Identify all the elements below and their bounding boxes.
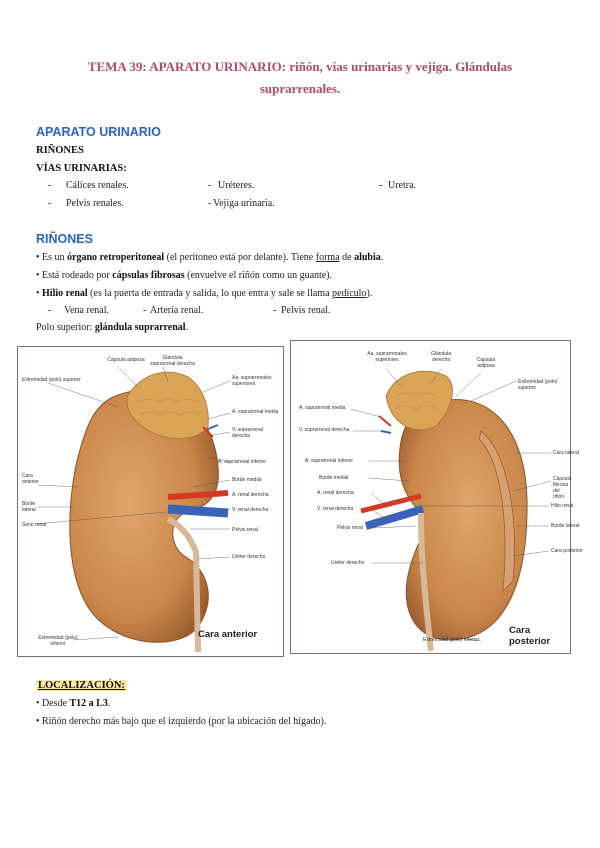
label-glandula: Glándula derecha xyxy=(430,351,451,363)
figure-kidney-posterior xyxy=(290,340,583,654)
list-item-dash: - xyxy=(208,180,212,191)
label-polo-superior: Extremidad (polo) superior xyxy=(518,379,558,391)
bullet-retroperitoneal: • Es un órgano retroperitoneal (el peritoneo está por delante). Tiene forma de alubia. xyxy=(36,252,384,263)
label-borde-lateral: Borde lateral xyxy=(551,523,580,529)
label-a-suprarrenal-inferior: A. suprarrenal inferior xyxy=(218,459,267,465)
list-item-vena-renal: Vena renal. xyxy=(64,305,109,316)
label-pelvis-renal: Pelvis renal xyxy=(337,525,363,531)
label-seno-renal: Seno renal xyxy=(22,522,47,528)
figure-kidney-anterior xyxy=(17,346,284,657)
page-title xyxy=(40,56,560,100)
caption-cara-posterior: Cara posterior xyxy=(509,625,551,647)
bullet-capsulas: • Está rodeado por cápsulas fibrosas (envuelve el riñón como un guante). xyxy=(36,270,333,281)
heading-aparato-urinario: APARATO URINARIO xyxy=(36,125,161,139)
list-item-dash: - xyxy=(208,198,212,209)
label-polo-inferior: Extremidad (polo) inferior xyxy=(423,637,480,643)
label-capsula-adiposa: Cápsula adiposa xyxy=(107,357,145,363)
list-item-dash: - xyxy=(143,305,147,316)
list-item-dash: - xyxy=(379,180,383,191)
label-aa-suprarrenales: Aa. suprarrenales superiores xyxy=(232,375,272,387)
title-line-2: suprarrenales. xyxy=(259,81,341,96)
label-polo-superior: Extremidad (polo) superior xyxy=(22,377,81,383)
list-item-vejiga: Vejiga urinaria. xyxy=(213,198,275,209)
label-cara-posterior: Cara posterior xyxy=(551,548,583,554)
subheading-vias-urinarias: VÍAS URINARIAS: xyxy=(36,163,127,174)
label-hilio-renal: Hilio renal xyxy=(551,503,574,509)
list-item-dash: - xyxy=(48,198,52,209)
kidney-anterior-illustration xyxy=(18,347,283,656)
heading-rinones: RIÑONES xyxy=(36,232,93,246)
bullet-hilio: • Hilio renal (es la puerta de entrada y salida, lo que entra y sale se llama pedículo). xyxy=(36,288,373,299)
label-borde-medial: Borde medial xyxy=(232,477,262,483)
label-capsula-fibrosa: Cápsula fibrosa del riñón xyxy=(553,476,572,500)
label-borde-medial: Borde medial xyxy=(319,475,349,481)
label-ureter: Uréter derecho xyxy=(331,560,365,566)
list-item-dash: - xyxy=(273,305,277,316)
list-item-pelvis: Pelvis renales. xyxy=(66,198,124,209)
label-glandula: Glándula suprarrenal derecha xyxy=(150,355,195,367)
label-pelvis-renal: Pelvis renal xyxy=(232,527,258,533)
label-v-renal: V. renal derecha xyxy=(232,507,269,513)
subheading-rinones: RIÑONES xyxy=(36,145,84,156)
label-borde-lateral: Borde lateral xyxy=(22,501,36,513)
list-item-dash: - xyxy=(48,180,52,191)
label-polo-inferior: Extremidad (polo) inferior xyxy=(38,635,78,647)
polo-superior-line: Polo superior: glándula suprarrenal. xyxy=(36,322,189,333)
bullet-rinon-derecho: • Riñón derecho más bajo que el izquierdo (por la ubicación del hígado). xyxy=(36,716,327,727)
title-line-1: TEMA 39: APARATO URINARIO: riñón, vías urinarias y vejiga. Glándulas xyxy=(87,59,513,74)
list-item-arteria-renal: Arteria renal. xyxy=(150,305,204,316)
bullet-t12-l3: • Desde T12 a L3. xyxy=(36,698,111,709)
label-a-suprarrenal-inferior: A. suprarrenal inferior xyxy=(305,458,354,464)
label-a-suprarrenal-media: A. suprarrenal media xyxy=(299,405,346,411)
heading-localizacion: LOCALIZACIÓN: xyxy=(38,680,125,691)
list-item-pelvis-renal: Pelvis renal. xyxy=(281,305,331,316)
caption-cara-anterior: Cara anterior xyxy=(198,629,258,640)
label-a-renal: A. renal derecha xyxy=(317,490,354,496)
list-item-dash: - xyxy=(48,305,52,316)
label-a-renal: A. renal derecha xyxy=(232,492,269,498)
label-cara-lateral: Cara lateral xyxy=(553,450,579,456)
label-v-renal: V. renal derecha xyxy=(317,506,354,512)
label-v-suprarrenal: V. suprarrenal derecha xyxy=(232,427,263,439)
list-item-calices: Cálices renales. xyxy=(66,180,129,191)
list-item-uretra: Uretra. xyxy=(388,180,417,191)
label-ureter: Uréter derecho xyxy=(232,554,266,560)
label-v-suprarrenal: V. suprarrenal derecha xyxy=(299,427,350,433)
label-cara-anterior: Cara anterior xyxy=(22,473,39,485)
label-a-suprarrenal-media: A. suprarrenal media xyxy=(232,409,279,415)
label-capsula-adiposa: Cápsula adiposa xyxy=(476,357,496,369)
list-item-ureteres: Uréteres. xyxy=(218,180,255,191)
label-aa-suprarrenales: Aa. suprarrenales superiores xyxy=(367,351,407,363)
